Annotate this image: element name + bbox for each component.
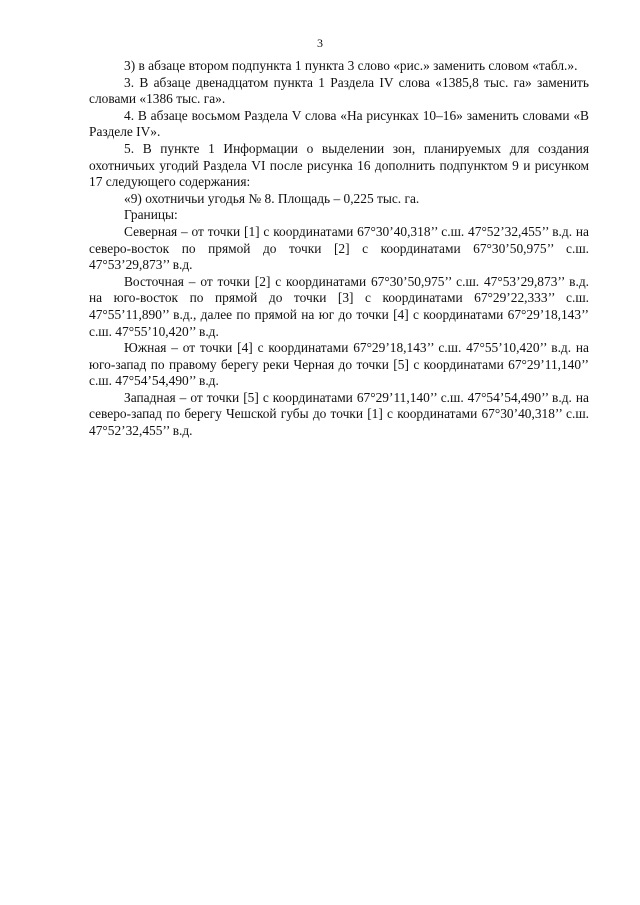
paragraph-south-boundary: Южная – от точки [4] с координатами 67°29’18,143’’ с.ш. 47°55’10,420’’ в.д. на юго-запад по правому берегу реки Черная до точки [5] с координатами 67°29’11,140’’ с.ш. 47°54’54,490’’ в.д. — [89, 340, 589, 389]
paragraph-north-boundary: Северная – от точки [1] с координатами 67°30’40,318’’ с.ш. 47°52’32,455’’ в.д. на северо-восток по прямой до точки [2] с координатами 67°30’50,975’’ с.ш. 47°53’29,873’’ в.д. — [89, 223, 589, 273]
paragraph-item-4: 4. В абзаце восьмом Раздела V слова «На рисунках 10–16» заменить словами «В Разделе IV». — [89, 107, 589, 140]
paragraph-boundaries-heading: Границы: — [124, 207, 178, 223]
paragraph-item-3: 3. В абзаце двенадцатом пункта 1 Раздела IV слова «1385,8 тыс. га» заменить словами «1386 тыс. га». — [89, 74, 589, 107]
paragraph-east-boundary: Восточная – от точки [2] с координатами 67°30’50,975’’ с.ш. 47°53’29,873’’ в.д. на юго-восток по прямой до точки [3] с координатами 67°29’22,333’’ с.ш. 47°55’11,890’’ в.д., далее по прямой на юг до точки [4] с координатами 67°29’18,143’’ с.ш. 47°55’10,420’’ в.д. — [89, 273, 589, 339]
paragraph-hunting-ground: «9) охотничьи угодья № 8. Площадь – 0,225 тыс. га. — [124, 190, 420, 206]
paragraph-item-5: 5. В пункте 1 Информации о выделении зон, планируемых для создания охотничьих угодий Раздела VI после рисунка 16 дополнить подпунктом 9 и рисунком 17 следующего содержания: — [89, 140, 589, 190]
paragraph-subpoint-3: 3) в абзаце втором подпункта 1 пункта 3 слово «рис.» заменить словом «табл.». — [124, 58, 578, 73]
page-number: 3 — [317, 36, 323, 50]
document-body — [89, 58, 589, 440]
paragraph-west-boundary: Западная – от точки [5] с координатами 67°29’11,140’’ с.ш. 47°54’54,490’’ в.д. на северо-запад по берегу Чешской губы до точки [1] с координатами 67°30’40,318’’ с.ш. 47°52’32,455’’ в.д. — [89, 389, 589, 439]
